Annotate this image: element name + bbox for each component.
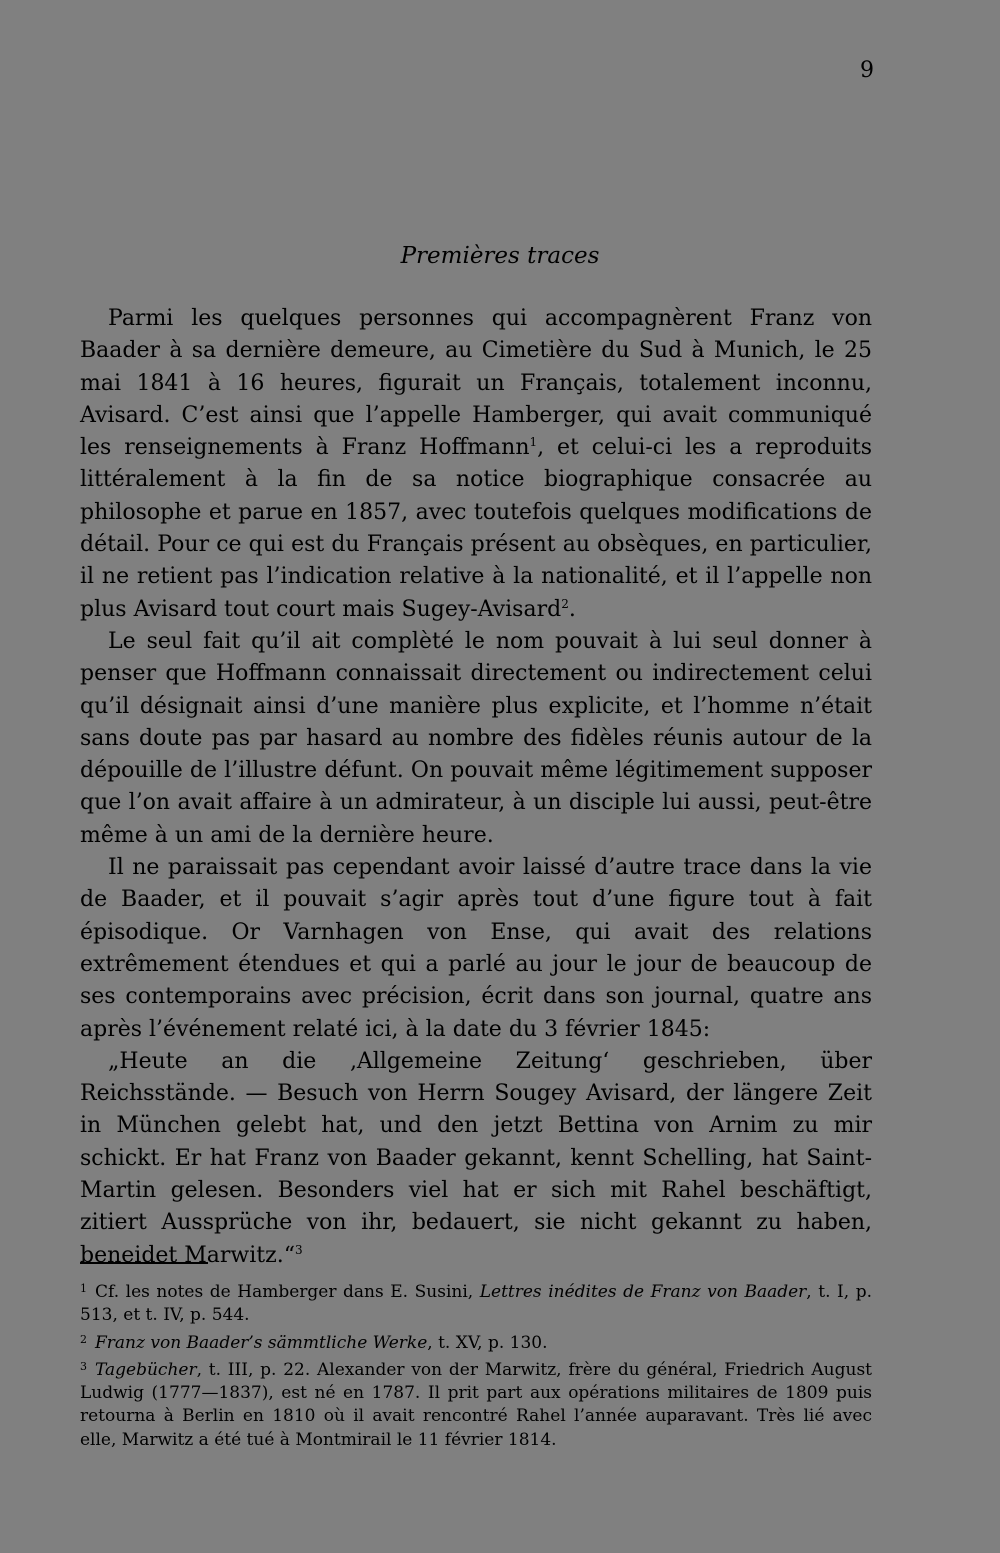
footnote-text: Cf. les notes de Hamberger dans E. Susini, [95, 1282, 480, 1302]
footnote-text: , t. I, p. 513, et t. IV, p. 544. [80, 1282, 872, 1326]
footnotes [80, 1277, 872, 1452]
page-number: 9 [860, 58, 874, 83]
paragraph-1 [80, 303, 872, 626]
footnote-text: , t. III, p. 22. Alexander von der Marwitz, frère du général, Friedrich August Ludwig (1777—1837), est né en 1787. Il prit part aux opérations militaires de 1809 puis retourna à Berlin en 1810 où il avait rencontré Rahel l’année auparavant. Très lié avec elle, Marwitz a été tué à Montmirail le 11 février 1814. [80, 1359, 872, 1450]
footnote-1 [80, 1277, 872, 1328]
quotation-paragraph [80, 1046, 872, 1272]
footnote-2 [80, 1328, 872, 1355]
quotation-text: „Heute an die ‚Allgemeine Zeitung‘ geschrieben, über Reichsstände. — Besuch von Herrn Sougey Avisard, der längere Zeit in München gelebt hat, und den jetzt Bettina von Arnim zu mir schickt. Er hat Franz von Baader gekannt, kennt Schelling, hat Saint-Martin gelesen. Besonders viel hat er sich mit Rahel beschäftigt, zitiert Aussprüche von ihr, bedauert, sie nicht gekannt zu haben, beneidet Marwitz.“ [80, 1048, 872, 1268]
body-text [80, 303, 872, 1272]
footnote-ref-2: 2 [561, 596, 569, 611]
paragraph-1-part-a: Parmi les quelques personnes qui accompagnèrent Franz von Baader à sa dernière demeure, au Cimetière du Sud à Munich, le 25 mai 1841 à 16 heures, figurait un Français, totalement inconnu, Avisard. C’est ainsi que l’appelle Hamberger, qui avait communiqué les renseignements à Franz Hoffmann [80, 306, 872, 461]
footnote-ref-3: 3 [294, 1242, 303, 1257]
footnote-italic-title: Franz von Baader’s sämmtliche Werke [95, 1332, 428, 1353]
footnote-number: 1 [80, 1282, 87, 1295]
section-title: Premières traces [400, 243, 600, 269]
paragraph-1-part-c: . [568, 596, 576, 622]
footnote-text: , t. XV, p. 130. [427, 1332, 548, 1353]
paragraph-3: Il ne paraissait pas cependant avoir laissé d’autre trace dans la vie de Baader, et il pouvait s’agir après tout d’une figure tout à fait épisodique. Or Varnhagen von Ense, qui avait des relations extrêmement étendues et qui a parlé au jour le jour de beaucoup de ses contemporains avec précision, écrit dans son journal, quatre ans après l’événement relaté ici, à la date du 3 février 1845: [80, 855, 872, 1042]
footnote-italic-title: Tagebücher [95, 1359, 197, 1380]
footnote-number: 3 [80, 1359, 87, 1373]
paragraph-1-part-b: , et celui-ci les a reproduits littéralement à la fin de sa notice biographique consacrée au philosophe et parue en 1857, avec toutefois quelques modifications de détail. Pour ce qui est du Français présent au obsèques, en particulier, il ne retient pas l’indication relative à la nationalité, et il l’appelle non plus Avisard tout court mais Sugey-Avisard [80, 435, 872, 622]
footnote-divider [80, 1262, 208, 1264]
footnote-ref-1: 1 [529, 435, 538, 450]
footnote-number: 2 [80, 1332, 87, 1346]
paragraph-2: Le seul fait qu’il ait complèté le nom pouvait à lui seul donner à penser que Hoffmann connaissait directement ou indirectement celui qu’il désignait ainsi d’une manière plus explicite, et l’homme n’était sans doute pas par hasard au nombre des fidèles réunis autour de la dépouille de l’illustre défunt. On pouvait même légitimement supposer que l’on avait affaire à un admirateur, à un disciple lui aussi, peut-être même à un ami de la dernière heure. [80, 628, 872, 848]
footnote-3 [80, 1355, 872, 1452]
footnote-italic-title: Lettres inédites de Franz von Baader [479, 1282, 807, 1302]
